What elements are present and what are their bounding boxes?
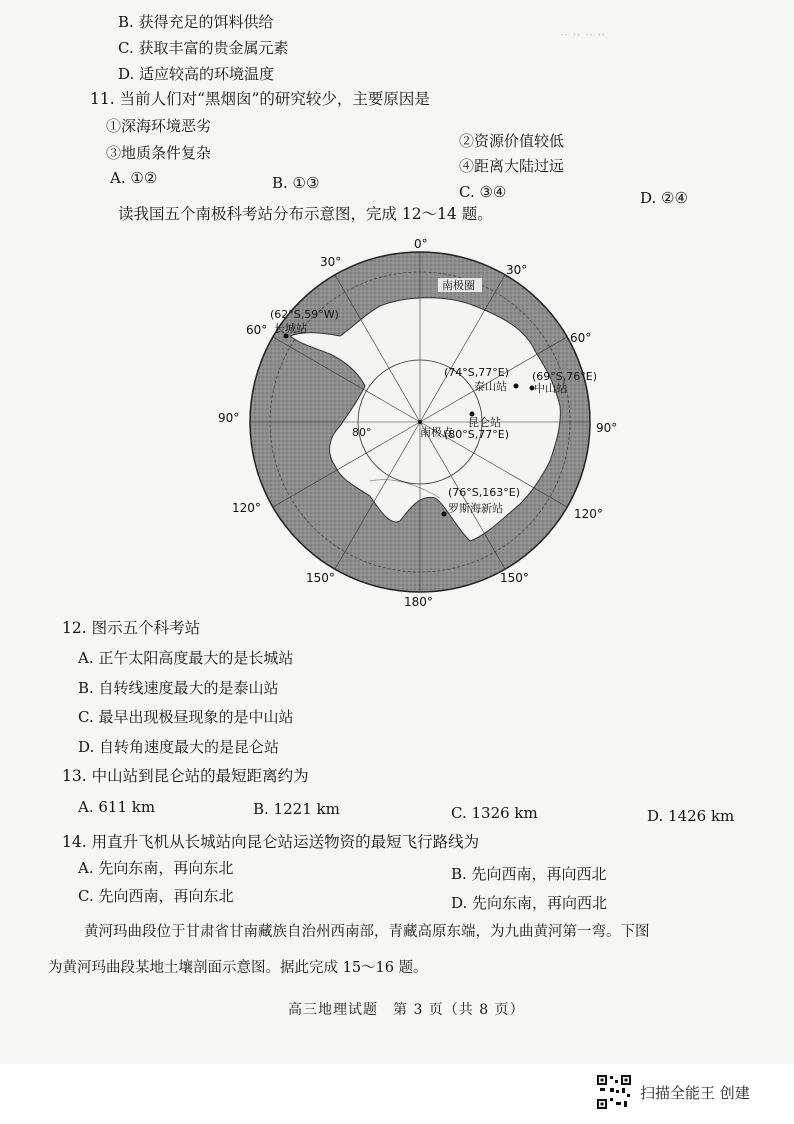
q11-item-2: ②资源价值较低	[459, 132, 565, 150]
q13-stem: 13. 中山站到昆仑站的最短距离约为	[62, 767, 309, 785]
station-taishan-dot	[514, 384, 519, 389]
q10-option-b: B. 获得充足的饵料供给	[118, 13, 274, 31]
q11-item-1: ①深海环境恶劣	[106, 117, 212, 135]
station-taishan-coord: (74°S,77°E)	[444, 366, 510, 379]
station-rosssea-dot	[442, 512, 447, 517]
meridian-label-180: 180°	[404, 595, 433, 609]
q13-option-c: C. 1326 km	[451, 804, 538, 822]
station-taishan-name: 泰山站	[474, 380, 507, 393]
meridian-label-30e: 30°	[506, 263, 528, 277]
south-pole-label: 南极点	[420, 426, 453, 439]
q12-option-a: A. 正午太阳高度最大的是长城站	[78, 649, 294, 667]
passage-line-2: 为黄河玛曲段某地土壤剖面示意图。据此完成 15～16 题。	[48, 960, 428, 976]
map-intro: 读我国五个南极科考站分布示意图，完成 12～14 题。	[118, 205, 493, 223]
q14-stem: 14. 用直升飞机从长城站向昆仑站运送物资的最短飞行路线为	[62, 833, 480, 851]
meridian-label-30w: 30°	[320, 255, 342, 269]
station-kunlun-name: 昆仑站	[468, 416, 501, 429]
q12-option-c: C. 最早出现极昼现象的是中山站	[78, 708, 294, 726]
q14-option-c: C. 先向西南，再向东北	[78, 887, 234, 905]
q12-stem: 12. 图示五个科考站	[62, 619, 201, 637]
qr-code-icon	[596, 1074, 632, 1110]
station-zhongshan-name: 中山站	[534, 382, 567, 395]
station-changcheng-coord: (62°S,59°W)	[270, 308, 339, 321]
scanner-watermark: 扫描全能王 创建	[640, 1084, 750, 1102]
q11-item-3: ③地质条件复杂	[106, 144, 212, 162]
q11-stem: 11. 当前人们对“黑烟囱”的研究较少，主要原因是	[90, 90, 430, 108]
q11-option-b: B. ①③	[272, 174, 320, 192]
q10-option-d: D. 适应较高的环境温度	[118, 65, 275, 83]
station-zhongshan-coord: (69°S,76°E)	[532, 370, 598, 383]
bleed-through-text: ·· ·· ·· ··	[560, 28, 606, 43]
meridian-label-90e: 90°	[596, 421, 618, 435]
q11-option-c: C. ③④	[459, 183, 507, 201]
meridian-label-0: 0°	[414, 237, 428, 251]
q12-option-b: B. 自转线速度最大的是泰山站	[78, 679, 279, 697]
meridian-label-120w: 120°	[232, 501, 261, 515]
passage-line-1: 黄河玛曲段位于甘肃省甘南藏族自治州西南部，青藏高原东端，为九曲黄河第一弯。下图	[84, 924, 650, 940]
q13-option-a: A. 611 km	[78, 798, 156, 816]
q10-option-c: C. 获取丰富的贵金属元素	[118, 39, 289, 57]
q14-option-b: B. 先向西南，再向西北	[451, 865, 607, 883]
station-kunlun-coord: (80°S,77°E)	[444, 428, 510, 441]
station-changcheng-name: 长城站	[274, 322, 307, 335]
meridian-label-150w: 150°	[306, 571, 335, 585]
q14-option-d: D. 先向东南，再向西北	[451, 894, 608, 912]
meridian-label-60e: 60°	[570, 331, 592, 345]
meridian-label-90w: 90°	[218, 411, 240, 425]
q12-option-d: D. 自转角速度最大的是昆仑站	[78, 738, 280, 756]
q13-option-b: B. 1221 km	[253, 800, 340, 818]
south-pole-dot	[418, 420, 422, 424]
parallel-80-label: 80°	[352, 426, 372, 439]
station-rosssea-name: 罗斯海新站	[448, 502, 503, 515]
q11-item-4: ④距离大陆过远	[459, 157, 565, 175]
page-footer: 高三地理试题 第 3 页（共 8 页）	[288, 1002, 525, 1018]
antarctic-circle-label: 南极圈	[442, 279, 475, 292]
station-rosssea-coord: (76°S,163°E)	[448, 486, 521, 499]
meridian-label-60w: 60°	[246, 323, 268, 337]
q14-option-a: A. 先向东南，再向东北	[78, 859, 234, 877]
q13-option-d: D. 1426 km	[647, 807, 735, 825]
meridian-label-150e: 150°	[500, 571, 529, 585]
q11-option-d: D. ②④	[640, 189, 688, 207]
antarctic-map	[218, 236, 618, 609]
meridian-label-120e: 120°	[574, 507, 603, 521]
q11-option-a: A. ①②	[110, 169, 158, 187]
